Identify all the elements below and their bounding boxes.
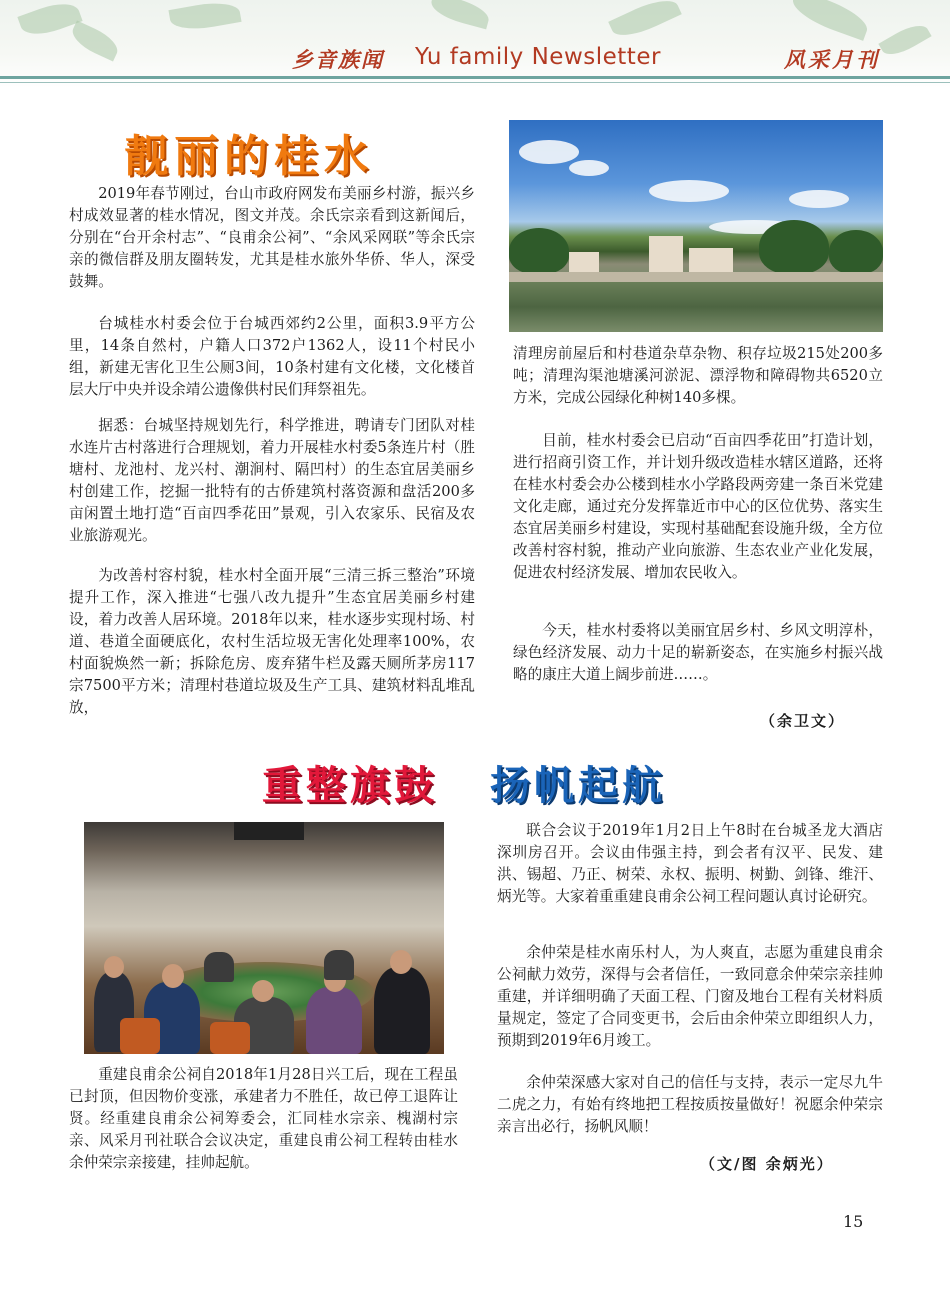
leaf-decoration [788, 0, 872, 41]
leaf-decoration [608, 0, 682, 44]
page-number: 15 [843, 1212, 864, 1231]
article1-paragraph: 据悉：台城坚持规划先行，科学推进，聘请专门团队对桂水连片古村落进行合理规划，着力开展桂水村委5条连片村（胜塘村、龙池村、龙兴村、潮涧村、隔凹村）的生态宜居美丽乡村创建工作，挖掘一批特有的古侨建筑村落资源和盘活200多亩闲置土地打造“百亩四季花田”景观，引入农家乐、民宿及农业旅游观光。 [69, 417, 475, 544]
article2-paragraph: 余仲荣是桂水南乐村人，为人爽直，志愿为重建良甫余公祠献力效劳，深得与会者信任，一致同意余仲荣宗亲挂帅重建，并详细明确了天面工程、门窗及地台工程有关材料质量规定，签定了合同变更书，会后由余仲荣立即组织人力，预期到2019年6月竣工。 [497, 944, 883, 1049]
article2-signature: （文/图 余炳光） [700, 1155, 834, 1173]
header-title-cn: 乡音族闻 [292, 47, 384, 72]
article1-title: 靓丽的桂水 [124, 131, 374, 182]
article1-paragraph: 2019年春节刚过，台山市政府网发布美丽乡村游，振兴乡村成效显著的桂水情况，图文并茂。余氏宗亲看到这新闻后，分别在“台开余村志”、“良甫余公祠”、“余风采网联”等余氏宗亲的微信群及朋友圈转发，尤其是桂水旅外华侨、华人，深受鼓舞。 [69, 185, 475, 290]
article1-paragraph: 目前，桂水村委会已启动“百亩四季花田”打造计划，进行招商引资工作，并计划升级改造桂水辖区道路，还将在桂水村委会办公楼到桂水小学路段两旁建一条百米党建文化走廊，通过充分发挥靠近市中心的区位优势、落实生态宜居美丽乡村建设，实现村基础配套设施升级，全方位改善村容村貌，推动产业向旅游、生态农业产业化发展，促进农村经济发展、增加农民收入。 [513, 432, 883, 581]
article2-paragraph: 重建良甫余公祠自2018年1月28日兴工后，现在工程虽已封顶，但因物价变涨，承建者力不胜任，故已停工退阵让贤。经重建良甫余公祠筹委会，汇同桂水宗亲、槐湖村宗亲、风采月刊社联合会议决定，重建良甫公祠工程转由桂水余仲荣宗亲接建，挂帅起航。 [69, 1066, 458, 1171]
article2-title-part2: 扬帆起航 [490, 763, 666, 809]
leaf-decoration [878, 19, 931, 61]
article2-paragraph: 联合会议于2019年1月2日上午8时在台城圣龙大酒店深圳房召开。会议由伟强主持，到会者有汉平、民发、建洪、锡超、乃正、树荣、永权、振明、树勤、剑锋、维汗、炳光等。大家着重重建良甫余公祠工程问题认真讨论研究。 [497, 822, 883, 905]
header-rule-thin [0, 82, 950, 83]
meeting-photo [84, 822, 444, 1054]
leaf-decoration [428, 0, 492, 29]
article2-title-part1: 重整旗鼓 [262, 763, 438, 809]
article1-signature: （余卫文） [760, 712, 846, 730]
header-banner [0, 0, 950, 88]
header-publication: 风采月刊 [784, 47, 880, 72]
article1-paragraph: 为改善村容村貌，桂水村全面开展“三清三拆三整治”环境提升工作，深入推进“七强八改九提升”生态宜居美丽乡村建设，着力改善人居环境。2018年以来，桂水逐步实现村场、村道、巷道全面硬底化，农村生活垃圾无害化处理率100%，农村面貌焕然一新；拆除危房、废弃猪牛栏及露天厕所茅房117宗7500平方米；清理村巷道垃圾及生产工具、建筑材料乱堆乱放， [69, 567, 475, 716]
leaf-decoration [68, 20, 123, 61]
article1-paragraph: 今天，桂水村委将以美丽宜居乡村、乡风文明淳朴，绿色经济发展、动力十足的崭新姿态，在实施乡村振兴战略的康庄大道上阔步前进……。 [513, 622, 883, 683]
village-pond-photo [509, 120, 883, 332]
header-title-en: Yu family Newsletter [415, 44, 661, 70]
article1-paragraph: 台城桂水村委会位于台城西郊约2公里，面积3.9平方公里，14条自然村，户籍人口372户1362人，设11个村民小组，新建无害化卫生公厕3间，10条村建有文化楼，文化楼首层大厅中央并设余靖公遗像供村民们拜祭祖先。 [69, 315, 475, 398]
leaf-decoration [168, 0, 241, 34]
header-rule [0, 76, 950, 79]
article2-paragraph: 余仲荣深感大家对自己的信任与支持，表示一定尽九牛二虎之力，有始有终地把工程按质按量做好！祝愿余仲荣宗亲言出必行，扬帆风顺！ [497, 1074, 883, 1135]
article1-paragraph: 清理房前屋后和村巷道杂草杂物、积存垃圾215处200多吨；清理沟渠池塘溪河淤泥、漂浮物和障碍物共6520立方米，完成公园绿化种树140多棵。 [513, 345, 883, 406]
